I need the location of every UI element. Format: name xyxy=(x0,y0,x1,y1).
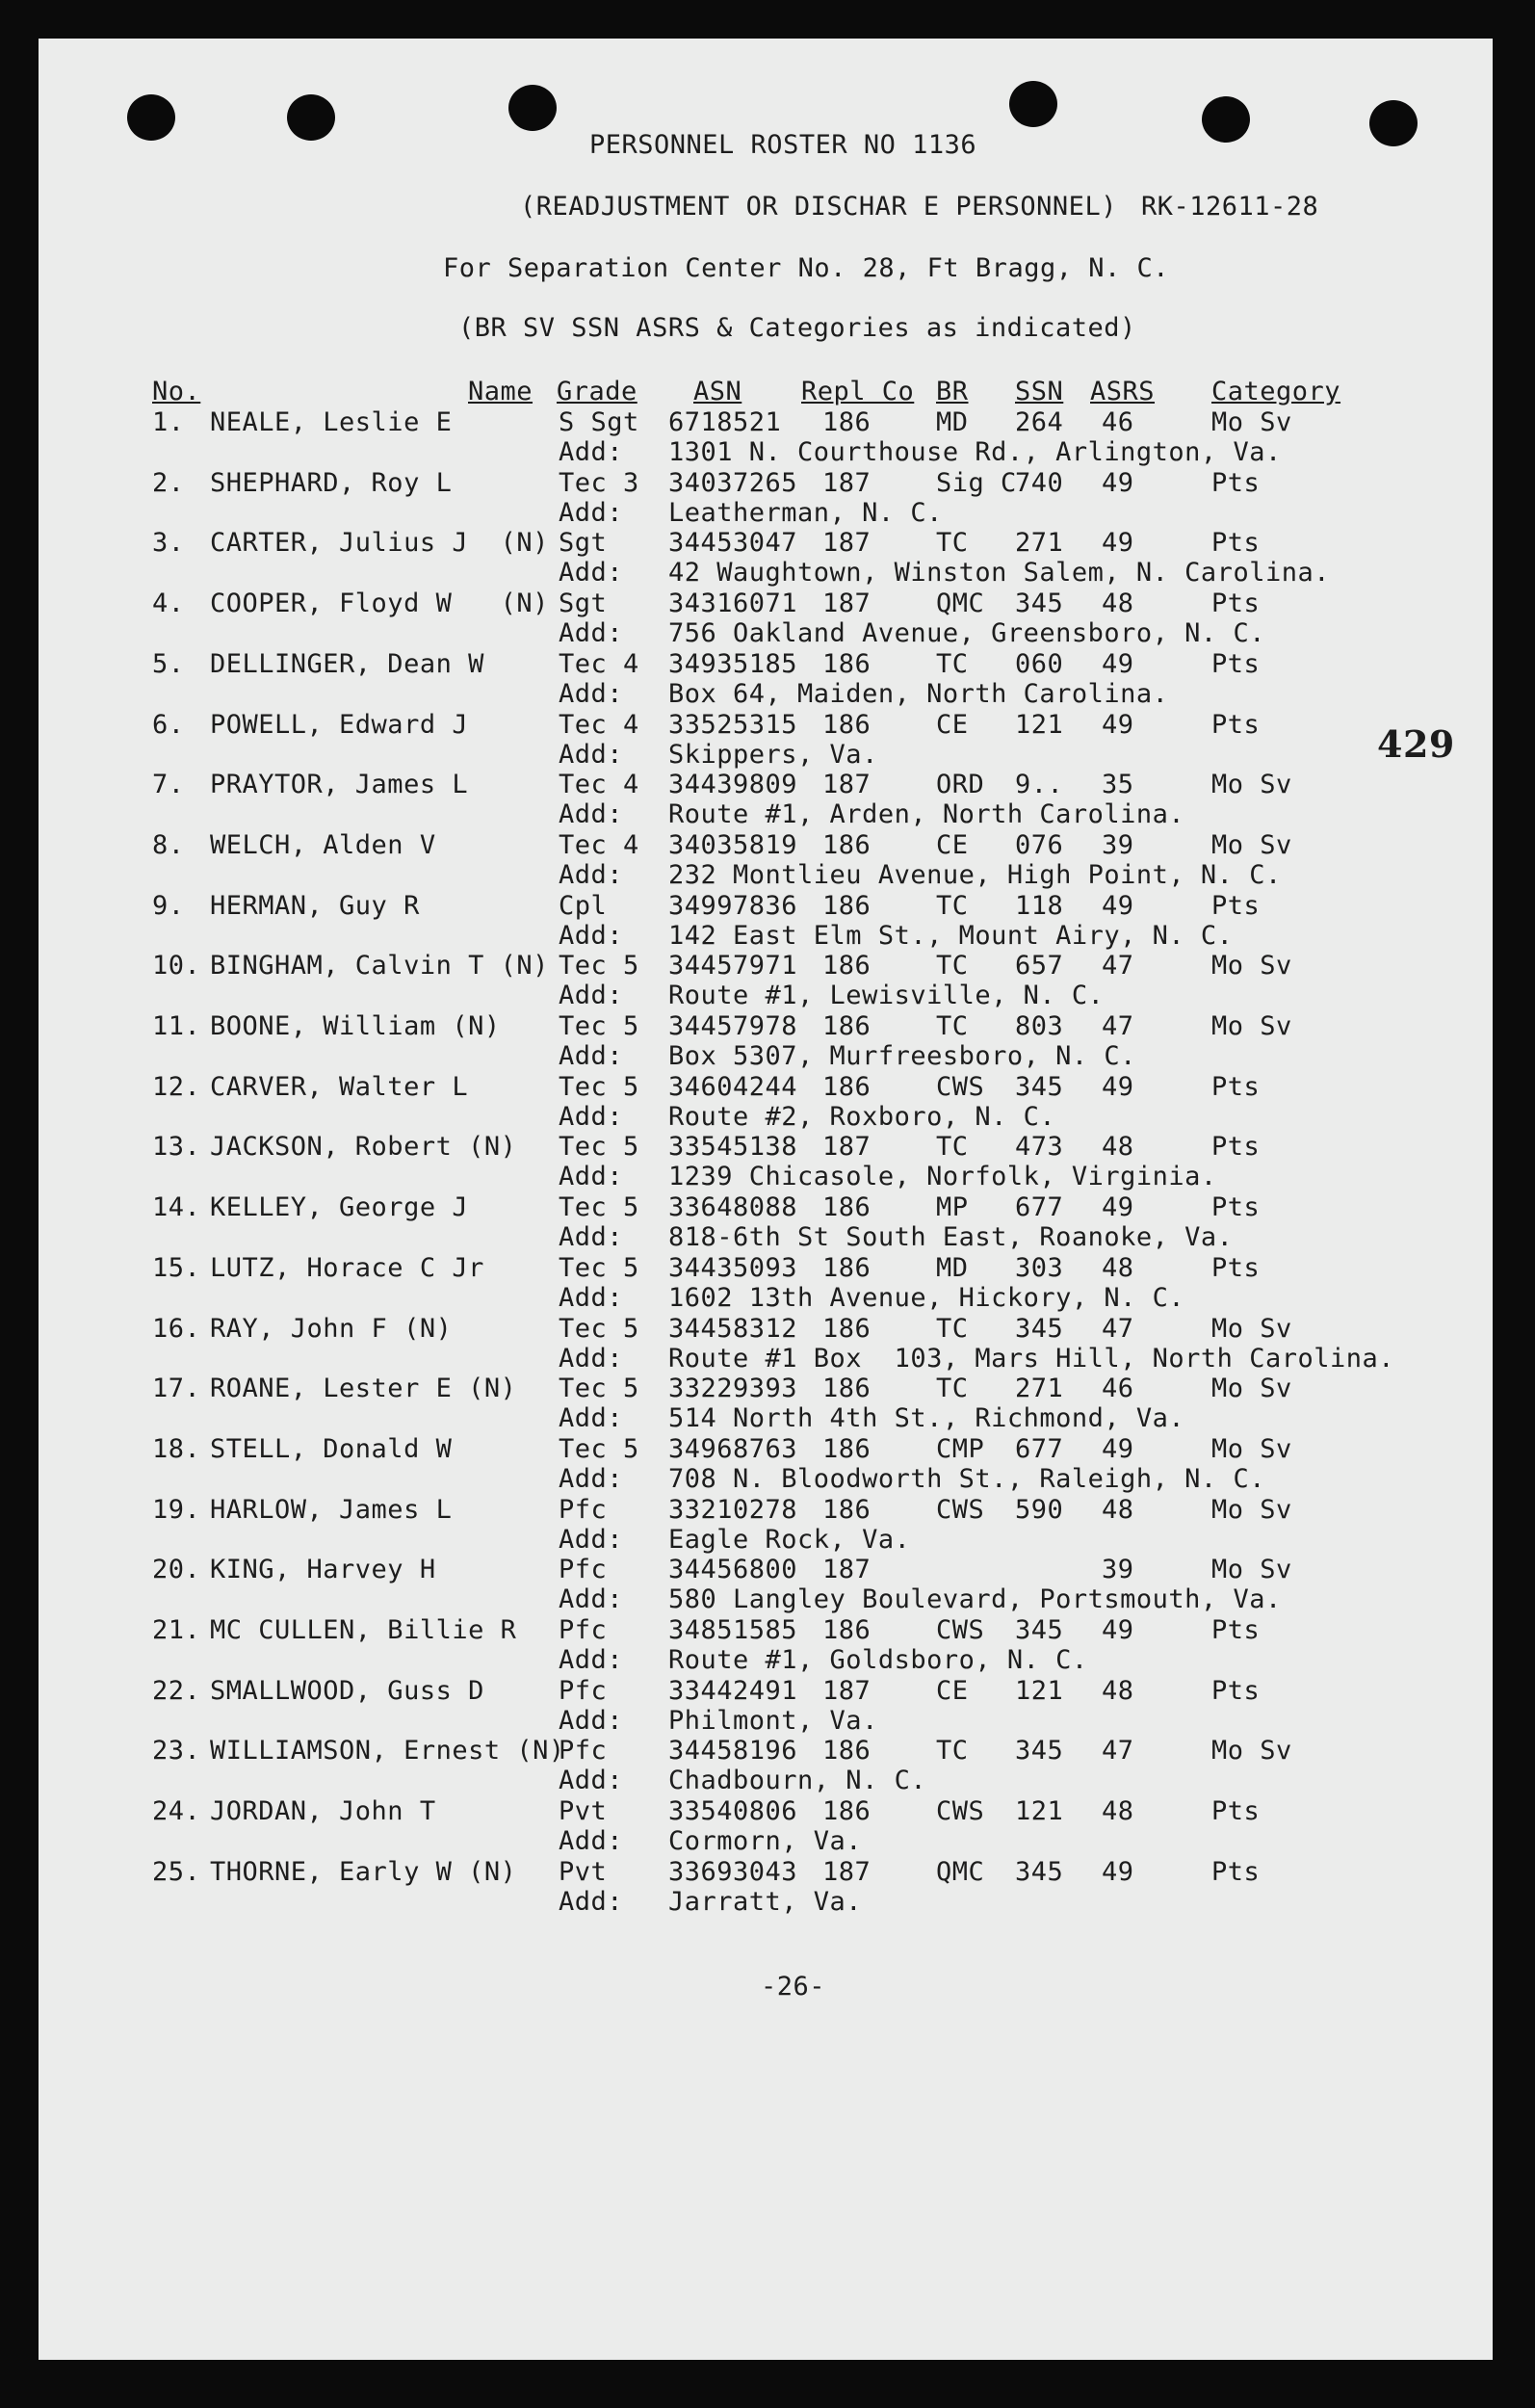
row-ssn: 118 xyxy=(1015,890,1064,921)
row-grade: Pfc xyxy=(559,1736,608,1767)
row-asrs: 49 xyxy=(1102,648,1134,679)
row-repl-co: 187 xyxy=(822,528,872,559)
row-asn: 34037265 xyxy=(668,467,798,498)
address-label: Add: xyxy=(559,981,624,1011)
row-branch: CWS xyxy=(936,1796,985,1827)
row-repl-co: 186 xyxy=(822,648,872,679)
row-asrs: 47 xyxy=(1102,1011,1134,1041)
address-label: Add: xyxy=(559,618,624,649)
row-ssn: 677 xyxy=(1015,1192,1064,1223)
row-branch: CWS xyxy=(936,1071,985,1102)
row-number: 22. xyxy=(152,1675,201,1706)
address-label: Add: xyxy=(559,1343,624,1374)
row-ssn: 121 xyxy=(1015,1796,1064,1827)
row-grade: Pvt xyxy=(559,1796,608,1827)
row-asn: 34968763 xyxy=(668,1433,798,1464)
row-asn: 34458312 xyxy=(668,1313,798,1344)
row-ssn: 303 xyxy=(1015,1252,1064,1283)
row-ssn: 121 xyxy=(1015,1675,1064,1706)
row-name: NEALE, Leslie E xyxy=(210,407,453,437)
row-ssn: 345 xyxy=(1015,1313,1064,1344)
punch-hole xyxy=(508,85,557,131)
row-asrs: 46 xyxy=(1102,1374,1134,1404)
row-name: WELCH, Alden V xyxy=(210,829,436,860)
row-address: 818-6th St South East, Roanoke, Va. xyxy=(668,1222,1234,1253)
row-category: Pts xyxy=(1211,1132,1261,1163)
punch-hole xyxy=(287,94,335,141)
row-repl-co: 187 xyxy=(822,1856,872,1887)
col-header-br: BR xyxy=(936,377,969,406)
row-ssn: 345 xyxy=(1015,1856,1064,1887)
address-label: Add: xyxy=(559,1766,624,1796)
row-asn: 33540806 xyxy=(668,1796,798,1827)
row-asn: 33229393 xyxy=(668,1374,798,1404)
row-asn: 34435093 xyxy=(668,1252,798,1283)
row-repl-co: 186 xyxy=(822,1313,872,1344)
row-ssn: 345 xyxy=(1015,1736,1064,1767)
row-branch: MD xyxy=(936,407,969,437)
row-address: Route #1, Lewisville, N. C. xyxy=(668,981,1105,1011)
row-number: 25. xyxy=(152,1856,201,1887)
roster-title: PERSONNEL ROSTER NO 1136 xyxy=(589,130,977,160)
row-repl-co: 186 xyxy=(822,709,872,740)
row-number: 15. xyxy=(152,1252,201,1283)
row-ssn: 271 xyxy=(1015,1374,1064,1404)
row-grade: Sgt xyxy=(559,589,608,619)
row-grade: Pvt xyxy=(559,1856,608,1887)
address-label: Add: xyxy=(559,1282,624,1313)
row-ssn: 264 xyxy=(1015,407,1064,437)
row-repl-co: 186 xyxy=(822,1071,872,1102)
roster-code: RK-12611-28 xyxy=(1141,192,1319,222)
row-repl-co: 187 xyxy=(822,770,872,800)
row-asn: 33648088 xyxy=(668,1192,798,1223)
address-label: Add: xyxy=(559,1162,624,1192)
row-asrs: 47 xyxy=(1102,1736,1134,1767)
address-label: Add: xyxy=(559,920,624,951)
col-header-name: Name xyxy=(468,377,533,406)
row-name: SHEPHARD, Roy L xyxy=(210,467,453,498)
address-label: Add: xyxy=(559,1222,624,1253)
col-header-ssn: SSN xyxy=(1015,377,1064,406)
row-address: 42 Waughtown, Winston Salem, N. Carolina. xyxy=(668,558,1330,589)
address-label: Add: xyxy=(559,799,624,830)
row-grade: Pfc xyxy=(559,1494,608,1525)
address-label: Add: xyxy=(559,739,624,770)
row-address: Eagle Rock, Va. xyxy=(668,1524,911,1555)
punch-hole xyxy=(1369,100,1418,146)
row-address: Box 64, Maiden, North Carolina. xyxy=(668,678,1169,709)
row-asrs: 48 xyxy=(1102,1494,1134,1525)
row-number: 17. xyxy=(152,1374,201,1404)
row-repl-co: 187 xyxy=(822,1555,872,1585)
row-branch: CMP xyxy=(936,1433,985,1464)
row-number: 21. xyxy=(152,1615,201,1645)
row-repl-co: 186 xyxy=(822,1796,872,1827)
row-name: BOONE, William (N) xyxy=(210,1011,501,1041)
row-address: 232 Montlieu Avenue, High Point, N. C. xyxy=(668,859,1282,890)
row-grade: Tec 5 xyxy=(559,1252,639,1283)
row-address: 1602 13th Avenue, Hickory, N. C. xyxy=(668,1282,1185,1313)
row-repl-co: 186 xyxy=(822,1252,872,1283)
row-ssn: 060 xyxy=(1015,648,1064,679)
row-ssn: 345 xyxy=(1015,589,1064,619)
row-number: 6. xyxy=(152,709,185,740)
address-label: Add: xyxy=(559,558,624,589)
roster-page xyxy=(39,39,1493,2360)
address-label: Add: xyxy=(559,859,624,890)
row-ssn: 657 xyxy=(1015,951,1064,982)
row-name: KING, Harvey H xyxy=(210,1555,436,1585)
row-category: Pts xyxy=(1211,1071,1261,1102)
row-name: RAY, John F (N) xyxy=(210,1313,453,1344)
row-grade: Tec 3 xyxy=(559,467,639,498)
row-grade: Tec 4 xyxy=(559,829,639,860)
row-number: 11. xyxy=(152,1011,201,1041)
row-asn: 34935185 xyxy=(668,648,798,679)
address-label: Add: xyxy=(559,1705,624,1736)
col-header-no: No. xyxy=(152,377,201,406)
row-name: CARTER, Julius J (N) xyxy=(210,528,549,559)
row-address: Leatherman, N. C. xyxy=(668,497,943,528)
row-number: 13. xyxy=(152,1132,201,1163)
row-category: Pts xyxy=(1211,1856,1261,1887)
categories-line: (BR SV SSN ASRS & Categories as indicated) xyxy=(458,313,1136,343)
row-asrs: 48 xyxy=(1102,1132,1134,1163)
row-asrs: 49 xyxy=(1102,1856,1134,1887)
row-repl-co: 186 xyxy=(822,829,872,860)
punch-hole xyxy=(1202,96,1250,143)
row-asn: 33693043 xyxy=(668,1856,798,1887)
row-address: 1301 N. Courthouse Rd., Arlington, Va. xyxy=(668,437,1282,467)
row-address: 514 North 4th St., Richmond, Va. xyxy=(668,1403,1185,1434)
roster-subtitle: (READJUSTMENT OR DISCHAR E PERSONNEL) xyxy=(520,192,1117,222)
row-ssn: 076 xyxy=(1015,829,1064,860)
row-name: JACKSON, Robert (N) xyxy=(210,1132,517,1163)
row-asn: 34456800 xyxy=(668,1555,798,1585)
row-grade: Tec 5 xyxy=(559,1313,639,1344)
row-number: 10. xyxy=(152,951,201,982)
row-repl-co: 186 xyxy=(822,951,872,982)
row-branch: CWS xyxy=(936,1615,985,1645)
row-category: Mo Sv xyxy=(1211,1494,1292,1525)
row-grade: Pfc xyxy=(559,1615,608,1645)
row-address: Skippers, Va. xyxy=(668,739,878,770)
row-grade: Tec 4 xyxy=(559,648,639,679)
row-number: 2. xyxy=(152,467,185,498)
row-ssn: 345 xyxy=(1015,1071,1064,1102)
row-name: DELLINGER, Dean W xyxy=(210,648,484,679)
row-ssn: 473 xyxy=(1015,1132,1064,1163)
row-address: Chadbourn, N. C. xyxy=(668,1766,927,1796)
row-grade: Tec 5 xyxy=(559,1192,639,1223)
row-address: Route #1 Box 103, Mars Hill, North Carolina. xyxy=(668,1343,1394,1374)
col-header-grade: Grade xyxy=(557,377,637,406)
row-address: Jarratt, Va. xyxy=(668,1886,863,1917)
row-category: Pts xyxy=(1211,467,1261,498)
row-number: 16. xyxy=(152,1313,201,1344)
row-asn: 34453047 xyxy=(668,528,798,559)
row-address: Philmont, Va. xyxy=(668,1705,878,1736)
row-branch: QMC xyxy=(936,589,985,619)
row-asrs: 47 xyxy=(1102,951,1134,982)
row-name: KELLEY, George J xyxy=(210,1192,469,1223)
row-branch: CE xyxy=(936,1675,969,1706)
address-label: Add: xyxy=(559,1403,624,1434)
row-number: 8. xyxy=(152,829,185,860)
row-repl-co: 187 xyxy=(822,589,872,619)
row-grade: Cpl xyxy=(559,890,608,921)
row-asn: 34997836 xyxy=(668,890,798,921)
row-address: Route #1, Goldsboro, N. C. xyxy=(668,1645,1088,1675)
row-asn: 33545138 xyxy=(668,1132,798,1163)
row-number: 23. xyxy=(152,1736,201,1767)
row-category: Pts xyxy=(1211,890,1261,921)
row-category: Pts xyxy=(1211,1615,1261,1645)
page-number: -26- xyxy=(761,1972,826,2002)
punch-hole xyxy=(1009,81,1057,127)
row-asn: 33525315 xyxy=(668,709,798,740)
row-name: POWELL, Edward J xyxy=(210,709,469,740)
row-branch: ORD xyxy=(936,770,985,800)
row-category: Mo Sv xyxy=(1211,1555,1292,1585)
row-repl-co: 186 xyxy=(822,1615,872,1645)
row-name: THORNE, Early W (N) xyxy=(210,1856,517,1887)
row-asrs: 48 xyxy=(1102,1796,1134,1827)
row-number: 5. xyxy=(152,648,185,679)
row-asrs: 48 xyxy=(1102,1675,1134,1706)
row-branch: CE xyxy=(936,709,969,740)
row-grade: Sgt xyxy=(559,528,608,559)
row-branch: MD xyxy=(936,1252,969,1283)
row-number: 7. xyxy=(152,770,185,800)
row-name: HARLOW, James L xyxy=(210,1494,453,1525)
row-asrs: 49 xyxy=(1102,709,1134,740)
row-category: Mo Sv xyxy=(1211,1736,1292,1767)
row-branch: CE xyxy=(936,829,969,860)
row-repl-co: 186 xyxy=(822,1011,872,1041)
row-name: WILLIAMSON, Ernest (N) xyxy=(210,1736,565,1767)
row-category: Mo Sv xyxy=(1211,1313,1292,1344)
address-label: Add: xyxy=(559,1886,624,1917)
row-address: Route #1, Arden, North Carolina. xyxy=(668,799,1185,830)
margin-page-number: 429 xyxy=(1377,722,1455,766)
row-asrs: 35 xyxy=(1102,770,1134,800)
row-grade: Tec 5 xyxy=(559,1433,639,1464)
row-name: COOPER, Floyd W (N) xyxy=(210,589,549,619)
row-name: SMALLWOOD, Guss D xyxy=(210,1675,484,1706)
row-asn: 6718521 xyxy=(668,407,782,437)
row-branch: TC xyxy=(936,1313,969,1344)
row-repl-co: 186 xyxy=(822,407,872,437)
address-label: Add: xyxy=(559,1041,624,1071)
address-label: Add: xyxy=(559,497,624,528)
row-repl-co: 186 xyxy=(822,1433,872,1464)
row-name: JORDAN, John T xyxy=(210,1796,436,1827)
row-category: Mo Sv xyxy=(1211,770,1292,800)
row-branch: TC xyxy=(936,1132,969,1163)
row-asrs: 49 xyxy=(1102,528,1134,559)
row-branch: TC xyxy=(936,1011,969,1041)
row-number: 18. xyxy=(152,1433,201,1464)
address-label: Add: xyxy=(559,1463,624,1494)
row-grade: Pfc xyxy=(559,1555,608,1585)
row-branch: TC xyxy=(936,648,969,679)
row-asrs: 49 xyxy=(1102,467,1134,498)
row-category: Pts xyxy=(1211,528,1261,559)
row-category: Mo Sv xyxy=(1211,1374,1292,1404)
address-label: Add: xyxy=(559,678,624,709)
row-number: 19. xyxy=(152,1494,201,1525)
row-repl-co: 187 xyxy=(822,1675,872,1706)
address-label: Add: xyxy=(559,1524,624,1555)
row-ssn: 9.. xyxy=(1015,770,1064,800)
row-ssn: 677 xyxy=(1015,1433,1064,1464)
row-branch: QMC xyxy=(936,1856,985,1887)
row-branch: MP xyxy=(936,1192,969,1223)
row-ssn: 740 xyxy=(1015,467,1064,498)
row-ssn: 271 xyxy=(1015,528,1064,559)
row-number: 20. xyxy=(152,1555,201,1585)
row-number: 12. xyxy=(152,1071,201,1102)
row-address: 580 Langley Boulevard, Portsmouth, Va. xyxy=(668,1584,1282,1615)
address-label: Add: xyxy=(559,1584,624,1615)
row-address: Route #2, Roxboro, N. C. xyxy=(668,1101,1056,1132)
row-asn: 34604244 xyxy=(668,1071,798,1102)
row-asrs: 39 xyxy=(1102,829,1134,860)
row-repl-co: 186 xyxy=(822,890,872,921)
row-branch: TC xyxy=(936,890,969,921)
row-asn: 34457971 xyxy=(668,951,798,982)
row-ssn: 803 xyxy=(1015,1011,1064,1041)
row-category: Mo Sv xyxy=(1211,951,1292,982)
row-asrs: 49 xyxy=(1102,1433,1134,1464)
row-grade: Tec 5 xyxy=(559,1132,639,1163)
row-address: Box 5307, Murfreesboro, N. C. xyxy=(668,1041,1136,1071)
col-header-repl: Repl Co xyxy=(801,377,915,406)
row-asrs: 49 xyxy=(1102,1071,1134,1102)
col-header-category: Category xyxy=(1211,377,1341,406)
row-asn: 33442491 xyxy=(668,1675,798,1706)
row-repl-co: 186 xyxy=(822,1494,872,1525)
col-header-asn: ASN xyxy=(693,377,742,406)
row-grade: Tec 4 xyxy=(559,770,639,800)
row-address: Cormorn, Va. xyxy=(668,1826,863,1857)
row-number: 24. xyxy=(152,1796,201,1827)
row-name: LUTZ, Horace C Jr xyxy=(210,1252,484,1283)
row-asrs: 46 xyxy=(1102,407,1134,437)
row-asrs: 48 xyxy=(1102,589,1134,619)
row-number: 4. xyxy=(152,589,185,619)
row-asrs: 49 xyxy=(1102,1192,1134,1223)
row-branch: TC xyxy=(936,1736,969,1767)
row-asn: 34458196 xyxy=(668,1736,798,1767)
row-ssn: 345 xyxy=(1015,1615,1064,1645)
row-repl-co: 186 xyxy=(822,1192,872,1223)
row-category: Pts xyxy=(1211,709,1261,740)
row-asn: 34035819 xyxy=(668,829,798,860)
row-name: STELL, Donald W xyxy=(210,1433,453,1464)
row-address: 142 East Elm St., Mount Airy, N. C. xyxy=(668,920,1234,951)
row-asrs: 39 xyxy=(1102,1555,1134,1585)
row-name: ROANE, Lester E (N) xyxy=(210,1374,517,1404)
col-header-asrs: ASRS xyxy=(1090,377,1156,406)
row-asn: 34851585 xyxy=(668,1615,798,1645)
row-branch: TC xyxy=(936,528,969,559)
row-grade: Tec 5 xyxy=(559,1374,639,1404)
row-grade: Tec 5 xyxy=(559,1011,639,1041)
separation-center-line: For Separation Center No. 28, Ft Bragg, N. C. xyxy=(443,253,1169,283)
row-asn: 34439809 xyxy=(668,770,798,800)
row-name: BINGHAM, Calvin T (N) xyxy=(210,951,549,982)
row-ssn: 590 xyxy=(1015,1494,1064,1525)
row-branch: Sig C xyxy=(936,467,1017,498)
row-category: Pts xyxy=(1211,1675,1261,1706)
row-asn: 34457978 xyxy=(668,1011,798,1041)
row-address: 756 Oakland Avenue, Greensboro, N. C. xyxy=(668,618,1265,649)
address-label: Add: xyxy=(559,1645,624,1675)
row-repl-co: 187 xyxy=(822,467,872,498)
row-address: 708 N. Bloodworth St., Raleigh, N. C. xyxy=(668,1463,1265,1494)
row-number: 14. xyxy=(152,1192,201,1223)
row-category: Pts xyxy=(1211,1252,1261,1283)
row-name: PRAYTOR, James L xyxy=(210,770,469,800)
row-asn: 34316071 xyxy=(668,589,798,619)
row-grade: Tec 5 xyxy=(559,1071,639,1102)
row-asrs: 49 xyxy=(1102,1615,1134,1645)
address-label: Add: xyxy=(559,437,624,467)
row-category: Mo Sv xyxy=(1211,1011,1292,1041)
row-category: Mo Sv xyxy=(1211,407,1292,437)
row-asrs: 47 xyxy=(1102,1313,1134,1344)
address-label: Add: xyxy=(559,1826,624,1857)
row-grade: Pfc xyxy=(559,1675,608,1706)
row-number: 1. xyxy=(152,407,185,437)
row-repl-co: 186 xyxy=(822,1736,872,1767)
address-label: Add: xyxy=(559,1101,624,1132)
row-category: Pts xyxy=(1211,1796,1261,1827)
row-number: 9. xyxy=(152,890,185,921)
row-category: Pts xyxy=(1211,589,1261,619)
row-grade: Tec 4 xyxy=(559,709,639,740)
row-number: 3. xyxy=(152,528,185,559)
row-asrs: 49 xyxy=(1102,890,1134,921)
row-branch: TC xyxy=(936,1374,969,1404)
row-address: 1239 Chicasole, Norfolk, Virginia. xyxy=(668,1162,1217,1192)
row-category: Pts xyxy=(1211,1192,1261,1223)
row-name: CARVER, Walter L xyxy=(210,1071,469,1102)
row-grade: Tec 5 xyxy=(559,951,639,982)
row-branch: TC xyxy=(936,951,969,982)
row-repl-co: 187 xyxy=(822,1132,872,1163)
row-category: Mo Sv xyxy=(1211,1433,1292,1464)
row-repl-co: 186 xyxy=(822,1374,872,1404)
row-category: Pts xyxy=(1211,648,1261,679)
row-asrs: 48 xyxy=(1102,1252,1134,1283)
row-asn: 33210278 xyxy=(668,1494,798,1525)
row-branch: CWS xyxy=(936,1494,985,1525)
row-name: MC CULLEN, Billie R xyxy=(210,1615,517,1645)
row-name: HERMAN, Guy R xyxy=(210,890,420,921)
row-grade: S Sgt xyxy=(559,407,639,437)
row-ssn: 121 xyxy=(1015,709,1064,740)
punch-hole xyxy=(127,94,175,141)
row-category: Mo Sv xyxy=(1211,829,1292,860)
